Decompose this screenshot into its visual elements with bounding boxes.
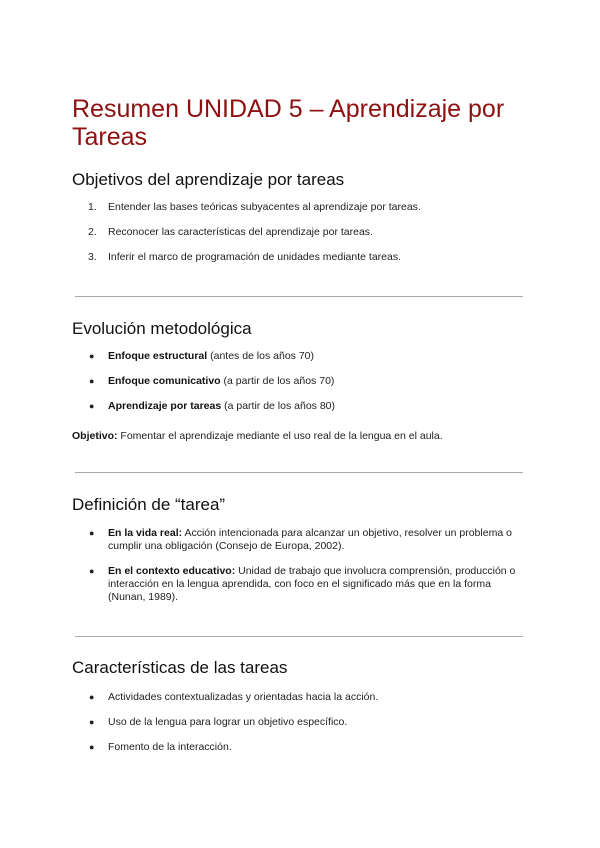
- section-heading-caracteristicas: Características de las tareas: [72, 658, 288, 677]
- list-item: [72, 716, 524, 729]
- objective-label: Objetivo:: [72, 430, 118, 442]
- horizontal-divider: [75, 636, 523, 637]
- list-item: [72, 350, 524, 363]
- list-item-text: Uso de la lengua para lograr un objetivo específico.: [108, 716, 348, 728]
- list-item: [72, 251, 524, 264]
- section-evolucion: [72, 319, 524, 443]
- list-item-text: Acción intencionada para alcanzar un objetivo, resolver un problema o cumplir una obligación (Consejo de Europa, 2002).: [108, 527, 512, 552]
- list-item-text: (a partir de los años 80): [221, 400, 336, 412]
- horizontal-divider: [75, 296, 523, 297]
- bullet-icon: ●: [89, 376, 95, 386]
- bullet-icon: ●: [89, 742, 95, 752]
- bullet-icon: ●: [89, 566, 95, 576]
- list-item-text: Fomento de la interacción.: [108, 741, 232, 753]
- list-item: [72, 565, 524, 604]
- list-item-text: Actividades contextualizadas y orientadas hacia la acción.: [108, 691, 379, 703]
- section-heading-evolucion: Evolución metodológica: [72, 319, 252, 338]
- evolucion-list: [72, 350, 524, 413]
- list-number: 2.: [88, 226, 97, 238]
- list-item: [72, 400, 524, 413]
- section-heading-objetivos: Objetivos del aprendizaje por tareas: [72, 170, 345, 189]
- objetivos-list: [72, 201, 524, 264]
- bullet-icon: ●: [89, 692, 95, 702]
- list-item-text: Unidad de trabajo que involucra comprensión, producción o interacción en la lengua aprendida, con foco en el significado más que en la forma (Nunan, 1989).: [108, 565, 516, 603]
- list-item-term: Aprendizaje por tareas: [108, 400, 222, 412]
- list-number: 3.: [88, 251, 97, 263]
- list-item-text: Inferir el marco de programación de unidades mediante tareas.: [108, 251, 401, 263]
- list-item-term: En el contexto educativo:: [108, 565, 236, 577]
- list-item: [72, 741, 524, 754]
- list-item-text: Reconocer las características del aprendizaje por tareas.: [108, 226, 373, 238]
- horizontal-divider: [75, 472, 523, 473]
- list-item: [72, 375, 524, 388]
- list-item-text: (antes de los años 70): [207, 350, 315, 362]
- bullet-icon: ●: [89, 401, 95, 411]
- list-item: [72, 527, 524, 553]
- list-item-text: (a partir de los años 70): [220, 375, 335, 387]
- bullet-icon: ●: [89, 717, 95, 727]
- page-title: Resumen UNIDAD 5 – Aprendizaje por Tareas: [72, 95, 505, 151]
- list-number: 1.: [88, 201, 97, 213]
- caracteristicas-list: [72, 691, 524, 754]
- definicion-list: [72, 527, 524, 604]
- list-item-term: En la vida real:: [108, 527, 183, 539]
- section-objetivos: [72, 170, 524, 276]
- bullet-icon: ●: [89, 351, 95, 361]
- section-heading-definicion: Definición de “tarea”: [72, 495, 226, 514]
- section-caracteristicas: [72, 658, 524, 766]
- list-item-term: Enfoque comunicativo: [108, 375, 221, 387]
- bullet-icon: ●: [89, 528, 95, 538]
- section-definicion: [72, 495, 524, 616]
- list-item-term: Enfoque estructural: [108, 350, 208, 362]
- list-item: [72, 201, 524, 214]
- list-item: [72, 226, 524, 239]
- objective-text: Fomentar el aprendizaje mediante el uso real de la lengua en el aula.: [117, 430, 443, 442]
- list-item: [72, 691, 524, 704]
- objective-paragraph: [72, 430, 524, 443]
- list-item-text: Entender las bases teóricas subyacentes al aprendizaje por tareas.: [108, 201, 421, 213]
